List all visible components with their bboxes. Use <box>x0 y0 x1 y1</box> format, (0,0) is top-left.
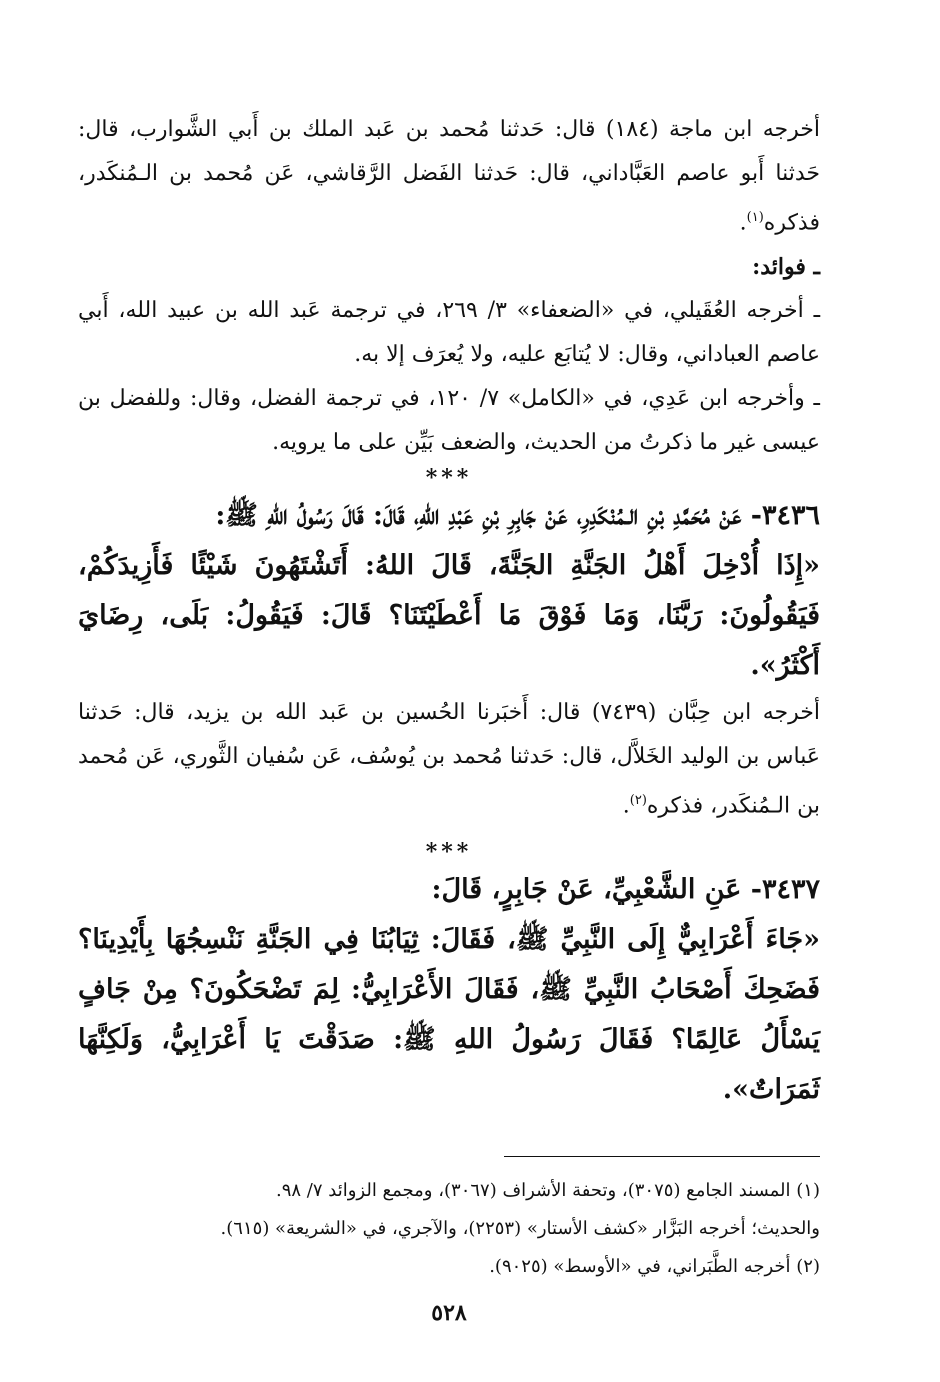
footnotes <box>78 1172 820 1286</box>
fawaid-label: ـ فوائد: <box>752 254 820 281</box>
hadith-3436-matn: «إِذَا أُدْخِلَ أَهْلُ الجَنَّةِ الجَنَّةَ، قَالَ اللهُ: أَتَشْتَهُونَ شَيْئًا فَأَزِيدَكُمْ، فَيَقُولُونَ: رَبَّنَا، وَمَا فَوْقَ مَا أَعْطَيْتَنَا؟ قَالَ: فَيَقُولُ: بَلَى، رِضَايَ أَكْثَرُ». <box>78 550 820 682</box>
footnote-ref-1: (١) <box>746 210 764 225</box>
section-separator: *** <box>425 465 473 492</box>
page-body <box>78 108 820 1115</box>
takhrij-text: أخرجه ابن حِبَّان (٧٤٣٩) قال: أَخبَرنا الحُسين بن عَبد الله بن يزيد، قال: حَدثنا عَباس بن الوليد الخَلاَّل، قال: حَدثنا مُحمد بن يُوسُف، عَن سُفيان الثَّوري، عَن مُحمد بن الـمُنكَدر، فذكره <box>78 700 820 819</box>
footnote-ref-2: (٢) <box>629 793 647 809</box>
fawaid-uqayli: ـ أخرجه العُقَيلي، في «الضعفاء» ٣/ ٢٦٩، في ترجمة عَبد الله بن عبيد الله، أَبي عاصم العباداني، وقال: لا يُتابَع عليه، ولا يُعرَف إلا به. <box>78 298 821 368</box>
footnote-1-cont: والحديث؛ أخرجه البَزَّار «كشف الأستار» (٢٢٥٣)، والآجري، في «الشريعة» (٦١٥). <box>220 1218 820 1239</box>
takhrij-ibn-majah: أخرجه ابن ماجة (١٨٤) قال: حَدثنا مُحمد بن عَبد الملك بن أَبي الشَّوارب، قال: حَدثنا أَبو عاصم العَبَّاداني، قال: حَدثنا الفَضل الرَّقاشي، عَن مُحمد بن الـمُنكَدر، فذكره$^{(١)}$. <box>78 117 821 236</box>
fawaid-ibn-adi: ـ وأخرجه ابن عَدِي، في «الكامل» ٧/ ١٢٠، في ترجمة الفضل، وقال: وللفضل بن عيسى غير ما ذكرتُ من الحديث، والضعف بَيِّن على ما يرويه. <box>78 386 820 456</box>
hadith-3437-matn: «جَاءَ أَعْرَابِيٌّ إِلَى النَّبِيِّ ﷺ، فَقَالَ: ثِيَابُنَا فِي الجَنَّةِ نَنْسِجُهَا بِأَيْدِينَا؟ فَضَحِكَ أَصْحَابُ النَّبِيِّ ﷺ، فَقَالَ الأَعْرَابِيُّ: لِمَ تَضْحَكُونَ؟ مِنْ جَافٍ يَسْأَلُ عَالِمًا؟ فَقَالَ رَسُولُ اللهِ ﷺ: صَدَقْتَ يَا أَعْرَابِيُّ، وَلَكِنَّهَا ثَمَرَاتٌ». <box>78 923 820 1105</box>
footnote-2: (٢) أخرجه الطَّبَراني، في «الأوسط» (٩٠٢٥). <box>489 1256 820 1277</box>
footnote-divider <box>504 1156 820 1157</box>
takhrij-text: أخرجه ابن ماجة (١٨٤) قال: حَدثنا مُحمد بن عَبد الملك بن أَبي الشَّوارب، قال: حَدثنا أَبو عاصم العَبَّاداني، قال: حَدثنا الفَضل الرَّقاشي، عَن مُحمد بن الـمُنكَدر، فذكره <box>78 117 821 236</box>
footnote-1: (١) المسند الجامع (٣٠٧٥)، وتحفة الأشراف (٣٠٦٧)، ومجمع الزوائد ٧/ ٩٨. <box>275 1180 820 1201</box>
hadith-3436-isnad: ٣٤٣٦- عَنْ مُحَمَّدِ بْنِ الـمُنْكَدِرِ، عَنْ جَابِرِ بْنِ عَبْدِ اللهِ، قَالَ: قَالَ رَسُولُ اللهِ ﷺ: <box>215 500 820 532</box>
page-number: ٥٢٨ <box>431 1300 467 1326</box>
hadith-3437-isnad: ٣٤٣٧- عَنِ الشَّعْبِيِّ، عَنْ جَابِرٍ، قَالَ: <box>431 873 820 905</box>
section-separator: *** <box>425 838 473 865</box>
takhrij-ibn-hibban: أخرجه ابن حِبَّان (٧٤٣٩) قال: أَخبَرنا الحُسين بن عَبد الله بن يزيد، قال: حَدثنا عَباس بن الوليد الخَلاَّل، قال: حَدثنا مُحمد بن يُوسُف، عَن سُفيان الثَّوري، عَن مُحمد بن الـمُنكَدر، فذكره$^{(٢)}$. <box>78 700 820 819</box>
